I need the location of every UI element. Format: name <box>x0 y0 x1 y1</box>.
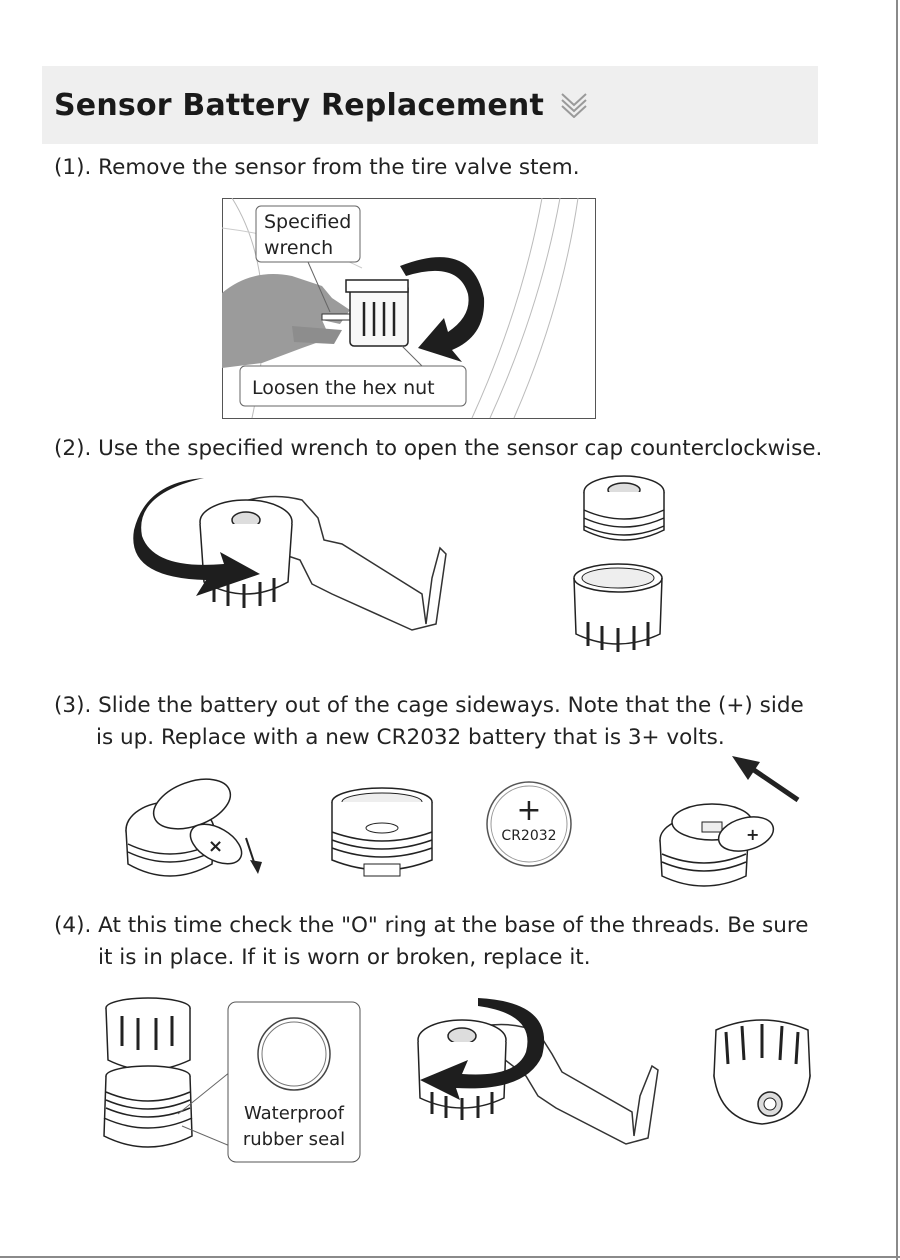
step-4-line2: it is in place. If it is worn or broken, replace it. <box>98 945 591 970</box>
callout-specified-line2: wrench <box>264 237 334 259</box>
callout-loosen-hex-nut: Loosen the hex nut <box>252 377 435 399</box>
svg-text:×: × <box>208 836 224 857</box>
step-2-text: (2). Use the specified wrench to open the sensor cap counterclockwise. <box>54 436 823 461</box>
step-4-line1: (4). At this time check the "O" ring at the base of the threads. Be sure <box>54 913 809 938</box>
page-title <box>54 88 589 123</box>
battery-label: CR2032 <box>501 828 557 844</box>
sensor-battery-in <box>660 804 777 886</box>
sensor-threaded-body <box>104 1066 192 1147</box>
figure-remove-sensor <box>222 198 596 420</box>
battery-plus-sign: + <box>516 793 542 828</box>
figure-o-ring-check <box>86 996 816 1164</box>
sensor-battery-out <box>126 770 262 876</box>
sensor-body <box>332 788 432 876</box>
sensor-cap <box>106 998 190 1070</box>
figure-wrench-on-cap <box>132 474 452 640</box>
insert-arrow-icon <box>732 756 798 800</box>
seal-label-line2: rubber seal <box>242 1129 346 1150</box>
assembled-sensor <box>714 1020 810 1124</box>
svg-text:+: + <box>746 825 760 844</box>
step-1-text: (1). Remove the sensor from the tire valve stem. <box>54 155 580 180</box>
cr2032-battery <box>487 782 571 866</box>
callout-specified-line1: Specified <box>264 211 352 233</box>
waterproof-seal-callout <box>228 1002 360 1162</box>
figure-battery-replacement <box>112 752 812 898</box>
page-title-text: Sensor Battery Replacement <box>54 88 545 123</box>
page-border-bottom <box>0 1256 900 1258</box>
step-3-line2: is up. Replace with a new CR2032 battery that is 3+ volts. <box>96 725 725 750</box>
figure-opened-cap <box>560 470 680 656</box>
page-border-right <box>896 0 898 1260</box>
step-3-text <box>54 690 804 754</box>
double-chevron-down-icon <box>559 88 589 118</box>
seal-label-line1: Waterproof <box>243 1103 345 1124</box>
step-3-line1: (3). Slide the battery out of the cage sideways. Note that the (+) side <box>54 693 804 718</box>
wrench-tightening <box>418 998 658 1144</box>
step-4-text <box>54 910 808 974</box>
